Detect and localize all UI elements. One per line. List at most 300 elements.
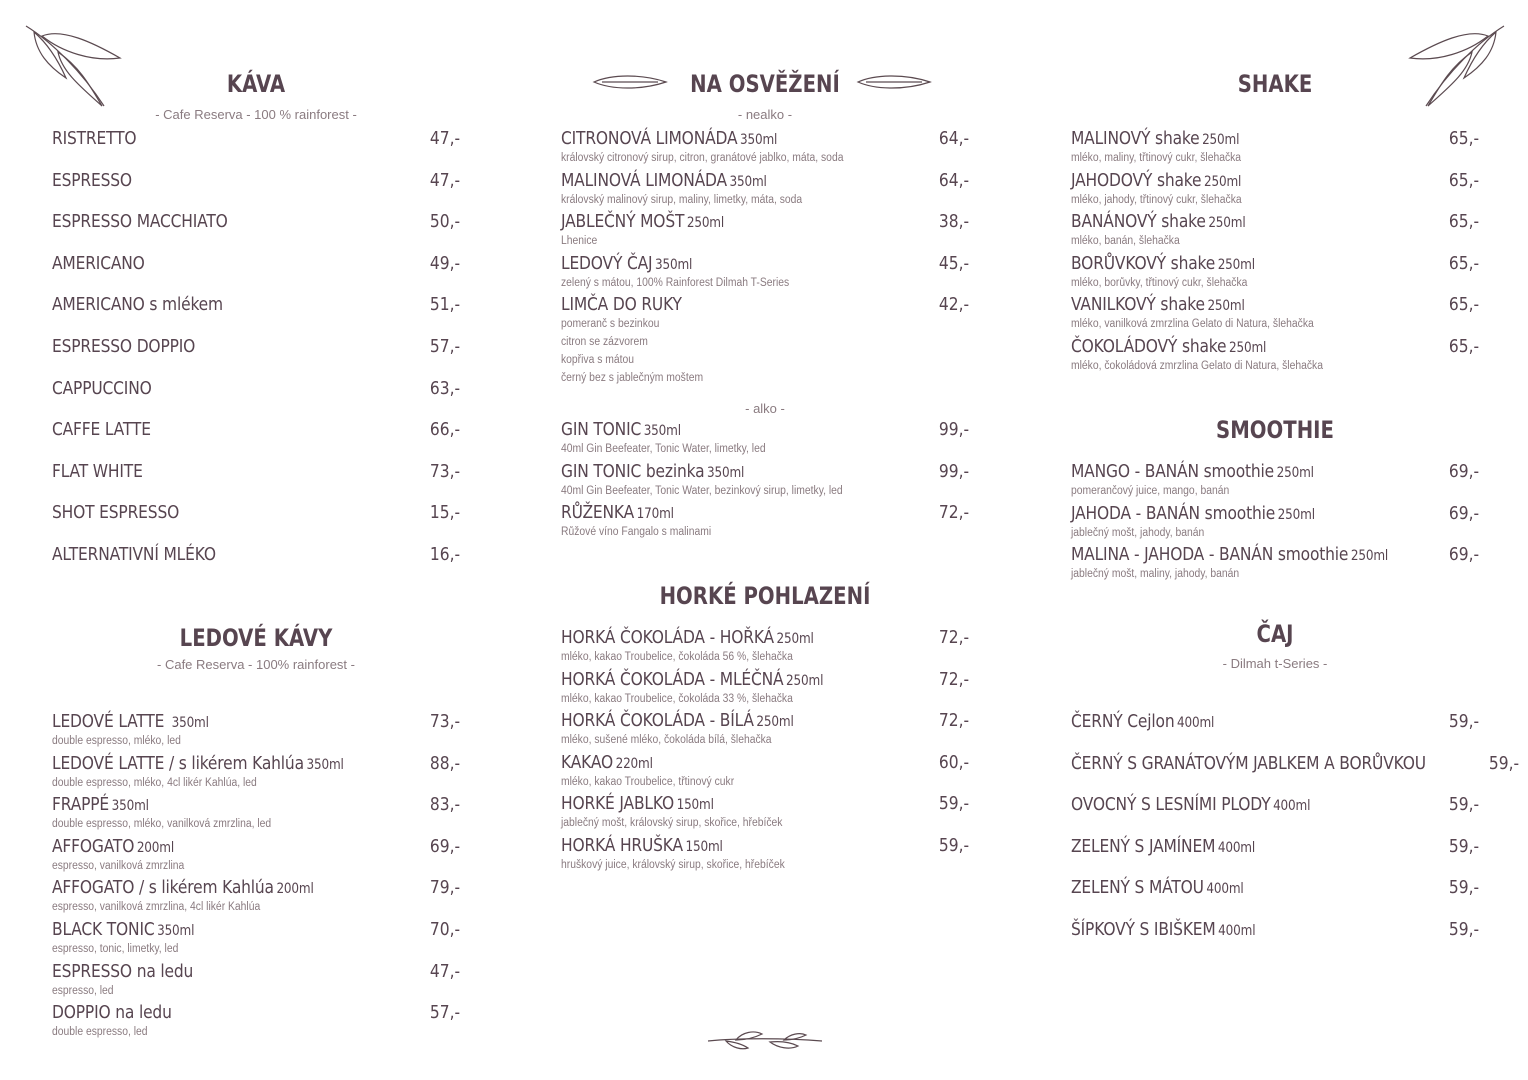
- menu-item: [561, 128, 969, 167]
- menu-item-row: [561, 461, 969, 482]
- menu-item-name-text: LEDOVÝ ČAJ: [561, 252, 653, 274]
- menu-item-price: 47,-: [429, 960, 460, 982]
- menu-item-row: [52, 961, 460, 982]
- menu-item-row: [1071, 877, 1479, 898]
- menu-item-price: 72,-: [938, 668, 969, 690]
- menu-item-name: [1071, 170, 1241, 191]
- menu-item-price: 49,-: [429, 252, 460, 274]
- menu-item-price: 66,-: [429, 419, 460, 441]
- menu-item-price: 65,-: [1448, 252, 1479, 274]
- menu-item-name: [1071, 128, 1239, 149]
- menu-item: [52, 711, 460, 750]
- menu-item: [52, 211, 460, 232]
- menu-item-volume: 150ml: [685, 839, 723, 855]
- menu-item-volume: 150ml: [676, 797, 714, 814]
- menu-item-name: [561, 627, 814, 648]
- menu-item-price: 51,-: [429, 294, 460, 316]
- menu-item-volume: 350ml: [706, 464, 745, 481]
- section-title-shake: SHAKE: [1237, 70, 1313, 98]
- menu-item: [561, 793, 969, 832]
- menu-item-name: [52, 170, 132, 191]
- menu-item-name-text: JABLEČNÝ MOŠT: [561, 211, 685, 233]
- menu-item-name: [561, 752, 653, 773]
- menu-item: [561, 170, 969, 209]
- menu-item-row: [52, 336, 460, 357]
- menu-item-name: [561, 128, 777, 149]
- menu-item-row: [52, 170, 460, 191]
- menu-item-price: 65,-: [1448, 336, 1479, 357]
- menu-item-name-text: JAHODA - BANÁN smoothie: [1071, 502, 1276, 524]
- menu-item-volume: 400ml: [1218, 923, 1256, 939]
- menu-item-description: Lhenice: [561, 235, 598, 248]
- menu-item-name: [1071, 544, 1388, 565]
- menu-item-row: [1071, 544, 1479, 565]
- menu-item: [52, 919, 460, 958]
- menu-item: [561, 710, 969, 749]
- menu-item: [52, 294, 460, 315]
- menu-item-name-text: FRAPPÉ: [52, 794, 110, 816]
- menu-item-row: [561, 793, 969, 814]
- menu-item-price: 72,-: [938, 502, 969, 524]
- menu-item-price: 59,-: [1448, 835, 1479, 857]
- menu-item-name: [561, 294, 682, 315]
- menu-item-name-text: HORKÉ JABLKO: [561, 793, 674, 815]
- menu-item-row: [52, 211, 460, 232]
- menu-item: [561, 502, 969, 541]
- menu-item-name: [1071, 336, 1266, 357]
- menu-item-name: [1071, 503, 1315, 524]
- menu-item-description: 40ml Gin Beefeater, Tonic Water, bezinkový sirup, limetky, led: [561, 484, 843, 497]
- menu-item: [561, 461, 969, 500]
- menu-item: [52, 961, 460, 1000]
- menu-item-row: [52, 753, 460, 774]
- menu-item-row: [52, 711, 460, 732]
- menu-item-description: mléko, kakao Troubelice, čokoláda 33 %, šlehačka: [561, 692, 793, 705]
- section-subtitle-kava: - Cafe Reserva - 100 % rainforest -: [155, 107, 357, 122]
- menu-item-name: [52, 128, 136, 149]
- section-subtitle-caj: - Dilmah t-Series -: [1222, 656, 1328, 671]
- menu-item-name: [1071, 294, 1245, 315]
- menu-item-row: [1071, 336, 1479, 357]
- menu-item-volume: 350ml: [306, 756, 344, 773]
- menu-item-volume: 170ml: [636, 506, 674, 523]
- menu-item: [52, 336, 460, 357]
- menu-item-name-text: CAFFE LATTE: [52, 419, 151, 441]
- menu-item-volume: 350ml: [643, 423, 681, 439]
- menu-item-price: 69,-: [429, 835, 460, 857]
- menu-item-name: [1071, 794, 1310, 815]
- menu-item: [561, 627, 969, 666]
- menu-item-row: [52, 836, 460, 857]
- menu-item-volume: 200ml: [276, 881, 314, 898]
- menu-item-name-text: CITRONOVÁ LIMONÁDA: [561, 128, 738, 149]
- menu-item-row: [561, 128, 969, 149]
- menu-item-price: 79,-: [429, 877, 460, 899]
- section-title-na-osvezeni: NA OSVĚŽENÍ: [690, 70, 840, 98]
- section-title-smoothie: SMOOTHIE: [1216, 416, 1334, 444]
- menu-item-row: [52, 253, 460, 274]
- menu-item-volume: 250ml: [1202, 132, 1240, 148]
- menu-item-row: [1071, 836, 1479, 857]
- menu-item: [52, 877, 460, 916]
- menu-item-row: [52, 544, 460, 565]
- menu-item-row: [1071, 461, 1479, 482]
- menu-item: [1071, 253, 1479, 292]
- menu-item-price: 64,-: [938, 128, 969, 149]
- menu-item-row: [1071, 294, 1479, 315]
- menu-item-row: [52, 1002, 460, 1023]
- menu-item-price: 50,-: [429, 211, 460, 233]
- menu-item-volume: 250ml: [1203, 173, 1242, 190]
- menu-item-volume: 250ml: [1217, 256, 1255, 273]
- menu-item-name: [561, 253, 692, 274]
- menu-item-description: kopřiva s mátou: [561, 354, 635, 367]
- menu-item-name: [561, 793, 714, 814]
- menu-item: [52, 128, 460, 149]
- menu-item-row: [52, 294, 460, 315]
- menu-item: [1071, 503, 1479, 542]
- menu-item-description: pomerančový juice, mango, banán: [1071, 485, 1230, 497]
- menu-item-name-text: ZELENÝ S MÁTOU: [1071, 877, 1204, 899]
- menu-item-price: 69,-: [1448, 502, 1479, 524]
- menu-item-description: zelený s mátou, 100% Rainforest Dilmah T-Series: [561, 276, 790, 289]
- menu-item: [1071, 336, 1479, 375]
- menu-item-row: [561, 253, 969, 274]
- menu-item-name-text: ESPRESSO na ledu: [52, 960, 194, 982]
- menu-item: [1071, 544, 1479, 583]
- menu-item-price: 47,-: [429, 128, 460, 149]
- menu-item-row: [52, 128, 460, 149]
- menu-item-description: mléko, sušené mléko, čokoláda bílá, šlehačka: [561, 734, 772, 747]
- menu-item-name-text: ESPRESSO DOPPIO: [52, 336, 196, 357]
- menu-item-name-text: MALINA - JAHODA - BANÁN smoothie: [1071, 544, 1349, 566]
- menu-item-row: [1071, 253, 1479, 274]
- menu-item-name-text: GIN TONIC: [561, 419, 642, 440]
- menu-item-name: [561, 461, 744, 482]
- menu-item-description: jablečný mošt, maliny, jahody, banán: [1071, 568, 1240, 581]
- menu-item-name: [52, 1002, 172, 1023]
- menu-item-price: 57,-: [429, 1002, 460, 1024]
- menu-item-name-text: RŮŽENKA: [561, 502, 635, 524]
- menu-item-name-text: ALTERNATIVNÍ MLÉKO: [52, 544, 216, 565]
- menu-item-price: 69,-: [1448, 544, 1479, 566]
- menu-item-name-text: ŠÍPKOVÝ S IBIŠKEM: [1071, 919, 1216, 940]
- menu-item-name-text: ČERNÝ S GRANÁTOVÝM JABLKEM A BORŮVKOU: [1071, 752, 1426, 774]
- menu-item: [1071, 128, 1479, 167]
- menu-item-price: 59,-: [1488, 752, 1519, 774]
- menu-item-price: 38,-: [938, 211, 969, 233]
- menu-item-price: 65,-: [1448, 169, 1479, 191]
- menu-item-description: královský malinový sirup, maliny, limetky, máta, soda: [561, 193, 803, 206]
- menu-item-volume: 400ml: [1217, 839, 1256, 856]
- menu-item-price: 60,-: [938, 751, 969, 773]
- menu-item-name-text: GIN TONIC bezinka: [561, 460, 705, 482]
- menu-item-volume: 250ml: [1350, 548, 1389, 565]
- menu-item-name-text: MANGO - BANÁN smoothie: [1071, 461, 1275, 482]
- menu-item-name-text: LEDOVÉ LATTE: [52, 711, 170, 732]
- menu-item: [52, 378, 460, 399]
- menu-item-price: 70,-: [429, 919, 460, 940]
- menu-item-name-text: BLACK TONIC: [52, 919, 155, 940]
- menu-item-row: [52, 502, 460, 523]
- menu-item: [1071, 877, 1479, 898]
- menu-item-row: [52, 419, 460, 440]
- menu-item-volume: 250ml: [1228, 340, 1267, 356]
- menu-item-description: Růžové víno Fangalo s malinami: [561, 526, 712, 539]
- leaf-divider-icon: [706, 1026, 824, 1056]
- menu-item-name: [561, 502, 674, 523]
- menu-item-description: hruškový juice, královský sirup, skořice, hřebíček: [561, 859, 785, 871]
- menu-item-row: [561, 752, 969, 773]
- menu-item-name: [1071, 836, 1255, 857]
- menu-item-name: [52, 753, 344, 774]
- menu-item-description: mléko, jahody, třtinový cukr, šlehačka: [1071, 193, 1242, 206]
- menu-item-volume: 350ml: [655, 256, 693, 273]
- menu-item: [52, 502, 460, 523]
- menu-item-name-text: ČOKOLÁDOVÝ shake: [1071, 336, 1227, 357]
- menu-item-name: [1071, 253, 1255, 274]
- menu-item-name: [561, 669, 823, 690]
- menu-item-name-text: AFFOGATO: [52, 835, 135, 857]
- menu-item: [561, 253, 969, 292]
- menu-item-row: [561, 502, 969, 523]
- menu-item-row: [561, 419, 969, 440]
- menu-item-price: 15,-: [429, 502, 460, 524]
- menu-item-row: [561, 170, 969, 191]
- menu-item-description: mléko, maliny, třtinový cukr, šlehačka: [1071, 152, 1242, 164]
- menu-item: [561, 752, 969, 791]
- menu-item-name-text: ZELENÝ S JAMÍNEM: [1071, 835, 1216, 857]
- menu-item: [52, 753, 460, 792]
- menu-item-name-text: HORKÁ ČOKOLÁDA - MLÉČNÁ: [561, 668, 784, 690]
- menu-item-name-text: AMERICANO: [52, 252, 145, 274]
- menu-item-name-text: AFFOGATO / s likérem Kahlúa: [52, 877, 274, 899]
- menu-item-description: espresso, vanilková zmrzlina: [52, 859, 185, 872]
- menu-item-description: královský citronový sirup, citron, granátové jablko, máta, soda: [561, 152, 844, 164]
- menu-item-row: [52, 378, 460, 399]
- menu-item-name: [52, 877, 314, 898]
- menu-item-price: 45,-: [938, 252, 969, 274]
- section-subtitle-nealko: - nealko -: [737, 107, 793, 122]
- menu-item-name: [561, 835, 723, 856]
- menu-item-price: 59,-: [1448, 877, 1479, 899]
- menu-item-name: [52, 502, 179, 523]
- menu-item-description: pomeranč s bezinkou: [561, 318, 660, 331]
- menu-item-name-text: MALINOVÝ shake: [1071, 128, 1200, 149]
- menu-item-volume: 200ml: [136, 839, 175, 856]
- menu-item-name: [1071, 211, 1246, 232]
- menu-item: [52, 544, 460, 565]
- menu-item-price: 72,-: [938, 627, 969, 648]
- menu-item-price: 69,-: [1448, 461, 1479, 482]
- menu-item-description: mléko, čokoládová zmrzlina Gelato di Natura, šlehačka: [1071, 360, 1323, 372]
- menu-item-volume: 250ml: [1276, 465, 1314, 481]
- menu-item-name: [1071, 877, 1244, 898]
- menu-item-price: 59,-: [1448, 919, 1479, 940]
- menu-item-name: [52, 919, 194, 940]
- menu-item-description: mléko, kakao Troubelice, čokoláda 56 %, šlehačka: [561, 651, 793, 663]
- menu-item-description: mléko, vanilková zmrzlina Gelato di Natura, šlehačka: [1071, 318, 1314, 331]
- menu-item-name: [52, 544, 216, 565]
- menu-item-name-text: ESPRESSO: [52, 169, 132, 191]
- menu-item-name: [52, 378, 152, 399]
- menu-item-price: 73,-: [429, 711, 460, 732]
- menu-item-row: [561, 710, 969, 731]
- menu-item-name: [52, 253, 145, 274]
- menu-item-price: 16,-: [429, 544, 460, 565]
- menu-item-name-text: SHOT ESPRESSO: [52, 502, 180, 524]
- menu-item-description: citron se zázvorem: [561, 336, 648, 349]
- menu-item-row: [52, 794, 460, 815]
- menu-item-name: [1071, 461, 1314, 482]
- menu-item-volume: 350ml: [740, 132, 778, 148]
- menu-item-price: 42,-: [938, 294, 969, 316]
- menu-item-name-text: CAPPUCCINO: [52, 377, 152, 399]
- menu-item-name: [52, 961, 193, 982]
- menu-item-name-text: BANÁNOVÝ shake: [1071, 211, 1206, 233]
- menu-item-description: double espresso, mléko, vanilková zmrzlina, led: [52, 818, 272, 831]
- menu-item-row: [1071, 503, 1479, 524]
- menu-item: [1071, 752, 1519, 774]
- menu-item-description: 40ml Gin Beefeater, Tonic Water, limetky, led: [561, 443, 766, 455]
- menu-item-price: 64,-: [938, 169, 969, 191]
- menu-item-name-text: ESPRESSO MACCHIATO: [52, 211, 228, 233]
- menu-item-price: 65,-: [1448, 128, 1479, 149]
- menu-item-price: 73,-: [429, 460, 460, 482]
- menu-item-price: 59,-: [1448, 794, 1479, 816]
- menu-item-description: černý bez s jablečným moštem: [561, 372, 704, 385]
- menu-item-description: espresso, vanilková zmrzlina, 4cl likér Kahlúa: [52, 901, 261, 914]
- menu-item-name-text: OVOCNÝ S LESNÍMI PLODY: [1071, 794, 1271, 816]
- menu-item: [1071, 711, 1479, 732]
- menu-item: [561, 211, 969, 250]
- menu-item-row: [1071, 752, 1519, 774]
- menu-item-row: [52, 461, 460, 482]
- menu-item: [561, 294, 969, 387]
- menu-item-name: [52, 711, 209, 732]
- menu-item-price: 57,-: [429, 336, 460, 357]
- menu-item-price: 99,-: [938, 460, 969, 482]
- menu-item: [1071, 170, 1479, 209]
- menu-item-row: [561, 627, 969, 648]
- menu-item-name: [52, 419, 151, 440]
- menu-item-price: 65,-: [1448, 294, 1479, 316]
- menu-item-name-text: LIMČA DO RUKY: [561, 294, 682, 316]
- menu-item: [1071, 794, 1479, 815]
- menu-item-description: mléko, kakao Troubelice, třtinový cukr: [561, 775, 735, 788]
- menu-item: [561, 419, 969, 458]
- menu-item: [52, 794, 460, 833]
- menu-item: [52, 836, 460, 875]
- menu-item-description: double espresso, mléko, led: [52, 735, 181, 747]
- menu-item-row: [561, 294, 969, 315]
- menu-item: [52, 170, 460, 191]
- menu-item-row: [1071, 794, 1479, 815]
- menu-item-row: [52, 877, 460, 898]
- menu-item: [1071, 919, 1479, 940]
- menu-item-name: [561, 211, 724, 232]
- menu-item-description: double espresso, led: [52, 1026, 148, 1039]
- section-title-caj: ČAJ: [1256, 620, 1294, 648]
- menu-item-price: 59,-: [938, 793, 969, 815]
- menu-item-price: 88,-: [429, 752, 460, 774]
- menu-item-description: double espresso, mléko, 4cl likér Kahlúa, led: [52, 776, 257, 789]
- menu-item-name-text: DOPPIO na ledu: [52, 1002, 172, 1024]
- menu-item-name-text: RISTRETTO: [52, 128, 137, 149]
- menu-item: [561, 669, 969, 708]
- menu-item-row: [561, 211, 969, 232]
- menu-item: [52, 461, 460, 482]
- menu-item-row: [561, 835, 969, 856]
- menu-item: [52, 1002, 460, 1041]
- menu-item-volume: 400ml: [1177, 715, 1215, 731]
- menu-item-volume: 250ml: [776, 631, 814, 647]
- menu-item-name: [561, 170, 767, 191]
- menu-item-price: 59,-: [1448, 711, 1479, 732]
- menu-item-name-text: MALINOVÁ LIMONÁDA: [561, 169, 727, 191]
- section-title-ledove-kavy: LEDOVÉ KÁVY: [179, 624, 333, 652]
- menu-item-name: [52, 836, 174, 857]
- menu-item-volume: 220ml: [615, 755, 653, 772]
- menu-item-description: mléko, borůvky, třtinový cukr, šlehačka: [1071, 276, 1248, 289]
- menu-item-name-text: FLAT WHITE: [52, 460, 143, 482]
- menu-item: [1071, 294, 1479, 333]
- menu-item-row: [1071, 919, 1479, 940]
- menu-item-row: [1071, 211, 1479, 232]
- menu-item: [1071, 211, 1479, 250]
- menu-item-price: 59,-: [938, 835, 969, 856]
- menu-item-name: [1071, 753, 1426, 774]
- menu-item-name-text: BORŮVKOVÝ shake: [1071, 252, 1216, 274]
- menu-item-price: 99,-: [938, 419, 969, 440]
- menu-item-volume: 350ml: [111, 798, 149, 815]
- menu-item-volume: 250ml: [686, 215, 725, 232]
- menu-item: [1071, 836, 1479, 857]
- menu-item-name-text: LEDOVÉ LATTE / s likérem Kahlúa: [52, 752, 304, 774]
- menu-item-volume: 350ml: [729, 173, 767, 190]
- menu-item-name: [52, 294, 223, 315]
- menu-item-volume: 400ml: [1273, 798, 1311, 815]
- menu-item-name-text: KAKAO: [561, 751, 614, 773]
- menu-item-name-text: HORKÁ ČOKOLÁDA - HOŘKÁ: [561, 627, 774, 648]
- section-subtitle-alko: - alko -: [745, 401, 785, 416]
- menu-item-name-text: VANILKOVÝ shake: [1071, 294, 1205, 316]
- menu-item-row: [1071, 711, 1479, 732]
- menu-item-volume: 350ml: [171, 715, 209, 731]
- menu-item-volume: 250ml: [1277, 506, 1315, 523]
- section-title-kava: KÁVA: [226, 70, 286, 98]
- menu-item: [561, 835, 969, 874]
- menu-item-price: 63,-: [429, 377, 460, 399]
- menu-item-name: [1071, 919, 1255, 940]
- menu-item-volume: 250ml: [786, 672, 824, 689]
- menu-item: [52, 253, 460, 274]
- menu-item-description: mléko, banán, šlehačka: [1071, 235, 1180, 248]
- menu-item-price: 65,-: [1448, 211, 1479, 233]
- menu-item-name-text: JAHODOVÝ shake: [1071, 169, 1202, 191]
- menu-item-name: [52, 794, 149, 815]
- menu-item-description: espresso, tonic, limetky, led: [52, 943, 179, 955]
- section-subtitle-ledove-kavy: - Cafe Reserva - 100% rainforest -: [157, 657, 355, 672]
- menu-item-price: 72,-: [938, 710, 969, 732]
- menu-item-volume: 250ml: [1208, 215, 1246, 232]
- menu-item-volume: 400ml: [1206, 881, 1244, 898]
- menu-item-description: espresso, led: [52, 984, 114, 997]
- menu-item-row: [1071, 128, 1479, 149]
- menu-item-row: [561, 669, 969, 690]
- menu-item: [52, 419, 460, 440]
- menu-item-name: [1071, 711, 1214, 732]
